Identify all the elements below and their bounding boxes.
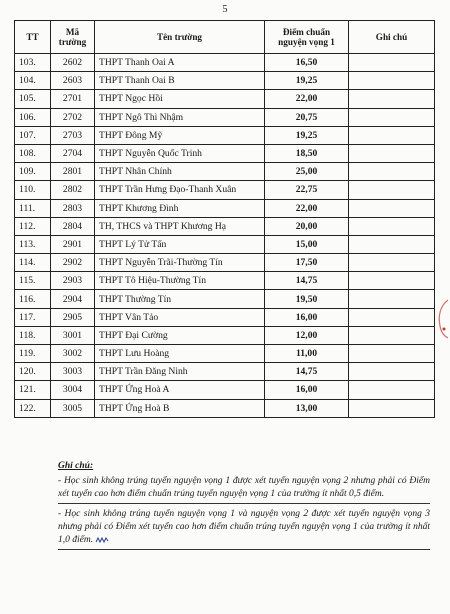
row-tt: 111. bbox=[15, 199, 51, 217]
row-diem-chuan: 19,50 bbox=[265, 290, 349, 308]
table-row bbox=[15, 54, 435, 72]
row-tt: 104. bbox=[15, 72, 51, 90]
row-ghi-chu bbox=[349, 72, 435, 90]
row-ma-truong: 2602 bbox=[51, 54, 95, 72]
row-tt: 106. bbox=[15, 108, 51, 126]
row-ma-truong: 2901 bbox=[51, 235, 95, 253]
row-ghi-chu bbox=[349, 163, 435, 181]
header-tt: TT bbox=[15, 21, 51, 54]
score-table bbox=[14, 20, 435, 418]
row-diem-chuan: 15,00 bbox=[265, 235, 349, 253]
table-row bbox=[15, 254, 435, 272]
row-ghi-chu bbox=[349, 363, 435, 381]
row-tt: 107. bbox=[15, 126, 51, 144]
row-ghi-chu bbox=[349, 345, 435, 363]
table-row bbox=[15, 90, 435, 108]
header-ma-truong bbox=[51, 21, 95, 54]
row-diem-chuan: 11,00 bbox=[265, 345, 349, 363]
header-diem-line1: Điểm chuẩn bbox=[282, 27, 331, 37]
row-ghi-chu bbox=[349, 326, 435, 344]
row-diem-chuan: 12,00 bbox=[265, 326, 349, 344]
row-ma-truong: 2804 bbox=[51, 217, 95, 235]
row-tt: 113. bbox=[15, 235, 51, 253]
row-diem-chuan: 16,00 bbox=[265, 308, 349, 326]
row-ma-truong: 2802 bbox=[51, 181, 95, 199]
row-ma-truong: 2903 bbox=[51, 272, 95, 290]
row-ten-truong: THPT Ngô Thì Nhậm bbox=[95, 108, 265, 126]
red-stamp-mark bbox=[434, 298, 450, 340]
row-tt: 122. bbox=[15, 399, 51, 417]
row-tt: 108. bbox=[15, 144, 51, 162]
row-ten-truong: THPT Nguyễn Quốc Trinh bbox=[95, 144, 265, 162]
row-ma-truong: 3001 bbox=[51, 326, 95, 344]
table-row bbox=[15, 163, 435, 181]
row-ghi-chu bbox=[349, 181, 435, 199]
row-tt: 105. bbox=[15, 90, 51, 108]
note-1: - Học sinh không trúng tuyển nguyện vọng 1 được xét tuyển nguyện vọng 2 nhưng phải có Điểm xét tuyển cao hơn điểm chuẩn trúng tuyển nguyện vọng 1 của trường ít nhất 0,5 điểm. bbox=[58, 476, 430, 499]
table-row bbox=[15, 181, 435, 199]
table-row bbox=[15, 126, 435, 144]
row-diem-chuan: 14,75 bbox=[265, 272, 349, 290]
row-ten-truong: TH, THCS và THPT Khương Hạ bbox=[95, 217, 265, 235]
row-tt: 114. bbox=[15, 254, 51, 272]
row-ma-truong: 2701 bbox=[51, 90, 95, 108]
row-ten-truong: THPT Đại Cường bbox=[95, 326, 265, 344]
row-ghi-chu bbox=[349, 108, 435, 126]
row-tt: 118. bbox=[15, 326, 51, 344]
row-diem-chuan: 19,25 bbox=[265, 72, 349, 90]
row-diem-chuan: 14,75 bbox=[265, 363, 349, 381]
row-ma-truong: 2603 bbox=[51, 72, 95, 90]
row-diem-chuan: 18,50 bbox=[265, 144, 349, 162]
row-ten-truong: THPT Lưu Hoàng bbox=[95, 345, 265, 363]
row-ghi-chu bbox=[349, 308, 435, 326]
row-tt: 121. bbox=[15, 381, 51, 399]
row-ghi-chu bbox=[349, 272, 435, 290]
row-diem-chuan: 22,00 bbox=[265, 199, 349, 217]
row-diem-chuan: 22,00 bbox=[265, 90, 349, 108]
row-ma-truong: 2902 bbox=[51, 254, 95, 272]
row-ten-truong: THPT Ứng Hoà B bbox=[95, 399, 265, 417]
row-ma-truong: 3002 bbox=[51, 345, 95, 363]
row-diem-chuan: 25,00 bbox=[265, 163, 349, 181]
row-ma-truong: 2803 bbox=[51, 199, 95, 217]
row-tt: 112. bbox=[15, 217, 51, 235]
header-diem-chuan bbox=[265, 21, 349, 54]
row-tt: 119. bbox=[15, 345, 51, 363]
table-row bbox=[15, 308, 435, 326]
row-tt: 103. bbox=[15, 54, 51, 72]
row-ten-truong: THPT Trần Đăng Ninh bbox=[95, 363, 265, 381]
row-diem-chuan: 13,00 bbox=[265, 399, 349, 417]
table-row bbox=[15, 235, 435, 253]
row-ten-truong: THPT Thanh Oai B bbox=[95, 72, 265, 90]
row-ten-truong: THPT Tô Hiệu-Thường Tín bbox=[95, 272, 265, 290]
row-ghi-chu bbox=[349, 199, 435, 217]
divider bbox=[58, 503, 430, 504]
row-tt: 120. bbox=[15, 363, 51, 381]
row-diem-chuan: 16,50 bbox=[265, 54, 349, 72]
header-ma-line1: Mã bbox=[65, 27, 80, 37]
table-row bbox=[15, 290, 435, 308]
row-ghi-chu bbox=[349, 399, 435, 417]
row-diem-chuan: 22,75 bbox=[265, 181, 349, 199]
table-row bbox=[15, 108, 435, 126]
row-ma-truong: 3004 bbox=[51, 381, 95, 399]
note-2 bbox=[58, 508, 430, 547]
table-row bbox=[15, 363, 435, 381]
row-ma-truong: 3003 bbox=[51, 363, 95, 381]
divider-bottom bbox=[58, 549, 430, 550]
row-ma-truong: 2801 bbox=[51, 163, 95, 181]
row-tt: 117. bbox=[15, 308, 51, 326]
row-ma-truong: 2703 bbox=[51, 126, 95, 144]
page-number: 5 bbox=[222, 4, 228, 15]
table-row bbox=[15, 345, 435, 363]
row-ten-truong: THPT Ngọc Hồi bbox=[95, 90, 265, 108]
row-ghi-chu bbox=[349, 254, 435, 272]
header-diem-line2: nguyện vọng 1 bbox=[278, 37, 335, 47]
table-row bbox=[15, 399, 435, 417]
row-diem-chuan: 16,00 bbox=[265, 381, 349, 399]
row-ten-truong: THPT Ứng Hoà A bbox=[95, 381, 265, 399]
table-row bbox=[15, 381, 435, 399]
row-ma-truong: 2904 bbox=[51, 290, 95, 308]
table-row bbox=[15, 272, 435, 290]
header-ghi-chu: Ghi chú bbox=[349, 21, 435, 54]
row-ma-truong: 2702 bbox=[51, 108, 95, 126]
signature-scribble bbox=[95, 536, 109, 544]
row-diem-chuan: 20,75 bbox=[265, 108, 349, 126]
row-tt: 109. bbox=[15, 163, 51, 181]
notes-section bbox=[58, 460, 430, 554]
table-row bbox=[15, 199, 435, 217]
row-ghi-chu bbox=[349, 381, 435, 399]
row-ten-truong: THPT Nhân Chính bbox=[95, 163, 265, 181]
row-diem-chuan: 19,25 bbox=[265, 126, 349, 144]
row-ghi-chu bbox=[349, 290, 435, 308]
row-ten-truong: THPT Nguyễn Trãi-Thường Tín bbox=[95, 254, 265, 272]
row-tt: 116. bbox=[15, 290, 51, 308]
row-ghi-chu bbox=[349, 217, 435, 235]
header-ma-line2: trường bbox=[58, 37, 87, 47]
table-row bbox=[15, 72, 435, 90]
row-ten-truong: THPT Trần Hưng Đạo-Thanh Xuân bbox=[95, 181, 265, 199]
row-ten-truong: THPT Vân Tảo bbox=[95, 308, 265, 326]
table-header-row bbox=[15, 21, 435, 54]
row-ghi-chu bbox=[349, 90, 435, 108]
row-ghi-chu bbox=[349, 144, 435, 162]
table-row bbox=[15, 144, 435, 162]
row-ten-truong: THPT Thường Tín bbox=[95, 290, 265, 308]
row-ghi-chu bbox=[349, 235, 435, 253]
row-diem-chuan: 17,50 bbox=[265, 254, 349, 272]
row-tt: 115. bbox=[15, 272, 51, 290]
note-2-text: - Học sinh không trúng tuyển nguyện vọng 1 và nguyện vọng 2 được xét tuyển nguyện vọng 3 nhưng phải có Điểm xét tuyển cao hơn điểm chuẩn trúng tuyển nguyện vọng 1 của trường ít nhất 1,0 điểm. bbox=[58, 509, 430, 545]
row-ten-truong: THPT Thanh Oai A bbox=[95, 54, 265, 72]
row-ghi-chu bbox=[349, 54, 435, 72]
notes-title: Ghi chú: bbox=[58, 461, 94, 471]
row-ma-truong: 2905 bbox=[51, 308, 95, 326]
row-ten-truong: THPT Đông Mỹ bbox=[95, 126, 265, 144]
row-ten-truong: THPT Lý Tử Tấn bbox=[95, 235, 265, 253]
row-ghi-chu bbox=[349, 126, 435, 144]
row-ma-truong: 2704 bbox=[51, 144, 95, 162]
row-ma-truong: 3005 bbox=[51, 399, 95, 417]
row-diem-chuan: 20,00 bbox=[265, 217, 349, 235]
row-ten-truong: THPT Khương Đình bbox=[95, 199, 265, 217]
table-row bbox=[15, 217, 435, 235]
row-tt: 110. bbox=[15, 181, 51, 199]
header-ten-truong: Tên trường bbox=[95, 21, 265, 54]
table-row bbox=[15, 326, 435, 344]
